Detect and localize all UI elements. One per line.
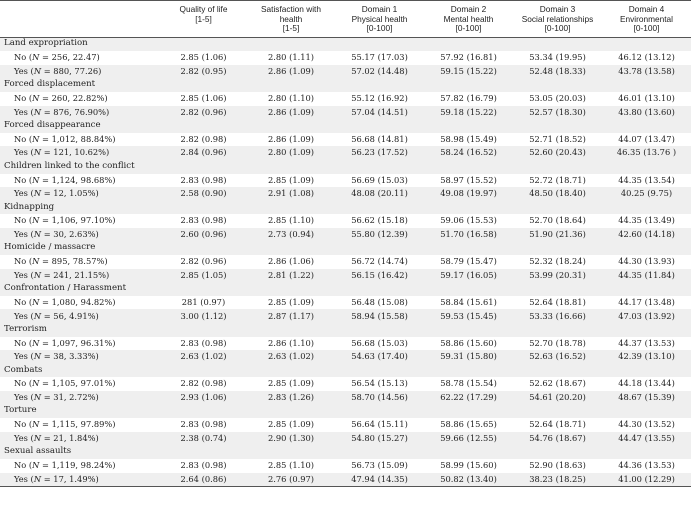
cell-value: 56.68 (15.03) — [335, 337, 424, 351]
cell-value: 2.60 (0.96) — [160, 228, 247, 242]
section-title: Land expropriation — [0, 37, 691, 51]
cell-value: 58.99 (15.60) — [424, 459, 513, 473]
table-row — [0, 459, 691, 473]
cell-value: 281 (0.97) — [160, 296, 247, 310]
cell-value: 56.72 (14.74) — [335, 255, 424, 269]
cell-value: 50.82 (13.40) — [424, 473, 513, 487]
table-row — [0, 174, 691, 188]
cell-value: 58.70 (14.56) — [335, 391, 424, 405]
cell-value: 59.06 (15.53) — [424, 214, 513, 228]
row-label: Yes (N = 17, 1.49%) — [0, 473, 160, 487]
table-row — [0, 337, 691, 351]
cell-value: 2.86 (1.09) — [247, 106, 335, 120]
table-row — [0, 92, 691, 106]
cell-value: 2.82 (0.96) — [160, 106, 247, 120]
cell-value: 2.83 (0.98) — [160, 214, 247, 228]
row-label: Yes (N = 21, 1.84%) — [0, 432, 160, 446]
cell-value: 52.70 (18.64) — [513, 214, 602, 228]
row-label: No (N = 1,124, 98.68%) — [0, 174, 160, 188]
cell-value: 62.22 (17.29) — [424, 391, 513, 405]
cell-value: 2.90 (1.30) — [247, 432, 335, 446]
cell-value: 52.63 (16.52) — [513, 350, 602, 364]
cell-value: 2.64 (0.86) — [160, 473, 247, 487]
cell-value: 49.08 (19.97) — [424, 187, 513, 201]
header-quality-of-life: Quality of life [1-5] — [160, 1, 247, 38]
cell-value: 2.86 (1.10) — [247, 337, 335, 351]
table-row — [0, 296, 691, 310]
row-label: No (N = 895, 78.57%) — [0, 255, 160, 269]
cell-value: 52.48 (18.33) — [513, 65, 602, 79]
section-row — [0, 242, 691, 256]
table-row — [0, 228, 691, 242]
row-label: Yes (N = 12, 1.05%) — [0, 187, 160, 201]
table-row — [0, 214, 691, 228]
cell-value: 2.85 (1.05) — [160, 269, 247, 283]
table-row — [0, 269, 691, 283]
cell-value: 59.66 (12.55) — [424, 432, 513, 446]
cell-value: 2.82 (0.96) — [160, 255, 247, 269]
cell-value: 2.86 (1.06) — [247, 255, 335, 269]
cell-value: 2.87 (1.17) — [247, 309, 335, 323]
cell-value: 56.23 (17.52) — [335, 146, 424, 160]
cell-value: 2.83 (0.98) — [160, 418, 247, 432]
cell-value: 58.94 (15.58) — [335, 309, 424, 323]
section-title: Combats — [0, 364, 691, 378]
cell-value: 2.83 (1.26) — [247, 391, 335, 405]
section-title: Terrorism — [0, 323, 691, 337]
section-row — [0, 282, 691, 296]
cell-value: 2.82 (0.98) — [160, 133, 247, 147]
cell-value: 46.12 (13.12) — [602, 51, 691, 65]
cell-value: 2.82 (0.98) — [160, 377, 247, 391]
cell-value: 57.82 (16.79) — [424, 92, 513, 106]
table-row — [0, 187, 691, 201]
cell-value: 52.70 (18.78) — [513, 337, 602, 351]
cell-value: 2.86 (1.09) — [247, 133, 335, 147]
cell-value: 2.85 (1.10) — [247, 214, 335, 228]
row-label: No (N = 1,097, 96.31%) — [0, 337, 160, 351]
table-row — [0, 473, 691, 487]
row-label: Yes (N = 876, 76.90%) — [0, 106, 160, 120]
cell-value: 2.80 (1.09) — [247, 146, 335, 160]
row-label: Yes (N = 38, 3.33%) — [0, 350, 160, 364]
cell-value: 54.61 (20.20) — [513, 391, 602, 405]
cell-value: 2.80 (1.11) — [247, 51, 335, 65]
cell-value: 2.58 (0.90) — [160, 187, 247, 201]
table-body — [0, 37, 691, 487]
cell-value: 51.90 (21.36) — [513, 228, 602, 242]
cell-value: 56.64 (15.11) — [335, 418, 424, 432]
row-label: No (N = 1,105, 97.01%) — [0, 377, 160, 391]
cell-value: 48.67 (15.39) — [602, 391, 691, 405]
row-label: No (N = 1,012, 88.84%) — [0, 133, 160, 147]
cell-value: 57.04 (14.51) — [335, 106, 424, 120]
cell-value: 44.30 (13.93) — [602, 255, 691, 269]
cell-value: 52.57 (18.30) — [513, 106, 602, 120]
cell-value: 2.85 (1.10) — [247, 459, 335, 473]
header-blank — [0, 1, 160, 38]
cell-value: 52.64 (18.71) — [513, 418, 602, 432]
cell-value: 56.73 (15.09) — [335, 459, 424, 473]
table-row — [0, 133, 691, 147]
section-row — [0, 445, 691, 459]
section-title: Forced displacement — [0, 78, 691, 92]
table-row — [0, 418, 691, 432]
cell-value: 52.60 (20.43) — [513, 146, 602, 160]
cell-value: 2.91 (1.08) — [247, 187, 335, 201]
table-row — [0, 65, 691, 79]
cell-value: 58.97 (15.52) — [424, 174, 513, 188]
table-row — [0, 391, 691, 405]
cell-value: 3.00 (1.12) — [160, 309, 247, 323]
section-row — [0, 37, 691, 51]
cell-value: 44.35 (13.49) — [602, 214, 691, 228]
cell-value: 42.39 (13.10) — [602, 350, 691, 364]
section-row — [0, 405, 691, 419]
cell-value: 41.00 (12.29) — [602, 473, 691, 487]
cell-value: 2.38 (0.74) — [160, 432, 247, 446]
cell-value: 2.85 (1.09) — [247, 296, 335, 310]
cell-value: 2.85 (1.06) — [160, 51, 247, 65]
cell-value: 54.80 (15.27) — [335, 432, 424, 446]
cell-value: 59.31 (15.80) — [424, 350, 513, 364]
header-row — [0, 1, 691, 38]
section-title: Sexual assaults — [0, 445, 691, 459]
cell-value: 2.73 (0.94) — [247, 228, 335, 242]
section-row — [0, 78, 691, 92]
cell-value: 55.12 (16.92) — [335, 92, 424, 106]
section-row — [0, 119, 691, 133]
section-title: Torture — [0, 405, 691, 419]
cell-value: 56.69 (15.03) — [335, 174, 424, 188]
row-label: No (N = 1,106, 97.10%) — [0, 214, 160, 228]
cell-value: 44.35 (13.54) — [602, 174, 691, 188]
cell-value: 56.62 (15.18) — [335, 214, 424, 228]
cell-value: 2.85 (1.09) — [247, 377, 335, 391]
cell-value: 59.18 (15.22) — [424, 106, 513, 120]
row-label: Yes (N = 30, 2.63%) — [0, 228, 160, 242]
cell-value: 52.90 (18.63) — [513, 459, 602, 473]
cell-value: 51.70 (16.58) — [424, 228, 513, 242]
cell-value: 2.86 (1.09) — [247, 65, 335, 79]
cell-value: 2.83 (0.98) — [160, 337, 247, 351]
table-row — [0, 255, 691, 269]
cell-value: 58.78 (15.54) — [424, 377, 513, 391]
cell-value: 55.17 (17.03) — [335, 51, 424, 65]
cell-value: 52.32 (18.24) — [513, 255, 602, 269]
cell-value: 2.93 (1.06) — [160, 391, 247, 405]
cell-value: 43.78 (13.58) — [602, 65, 691, 79]
cell-value: 2.85 (1.09) — [247, 418, 335, 432]
cell-value: 53.05 (20.03) — [513, 92, 602, 106]
row-label: No (N = 1,115, 97.89%) — [0, 418, 160, 432]
cell-value: 58.84 (15.61) — [424, 296, 513, 310]
cell-value: 57.92 (16.81) — [424, 51, 513, 65]
table-row — [0, 309, 691, 323]
cell-value: 2.85 (1.06) — [160, 92, 247, 106]
row-label: No (N = 1,119, 98.24%) — [0, 459, 160, 473]
cell-value: 48.50 (18.40) — [513, 187, 602, 201]
cell-value: 44.30 (13.52) — [602, 418, 691, 432]
cell-value: 52.72 (18.71) — [513, 174, 602, 188]
table-row — [0, 106, 691, 120]
section-row — [0, 201, 691, 215]
cell-value: 58.79 (15.47) — [424, 255, 513, 269]
cell-value: 38.23 (18.25) — [513, 473, 602, 487]
cell-value: 2.63 (1.02) — [160, 350, 247, 364]
cell-value: 56.68 (14.81) — [335, 133, 424, 147]
cell-value: 42.60 (14.18) — [602, 228, 691, 242]
cell-value: 2.80 (1.10) — [247, 92, 335, 106]
cell-value: 52.62 (18.67) — [513, 377, 602, 391]
section-row — [0, 323, 691, 337]
cell-value: 2.82 (0.95) — [160, 65, 247, 79]
cell-value: 48.08 (20.11) — [335, 187, 424, 201]
header-domain-2: Domain 2 Mental health [0-100] — [424, 1, 513, 38]
section-title: Homicide / massacre — [0, 242, 691, 256]
row-label: Yes (N = 241, 21.15%) — [0, 269, 160, 283]
row-label: Yes (N = 121, 10.62%) — [0, 146, 160, 160]
cell-value: 2.85 (1.09) — [247, 174, 335, 188]
cell-value: 56.54 (15.13) — [335, 377, 424, 391]
cell-value: 59.53 (15.45) — [424, 309, 513, 323]
cell-value: 58.24 (16.52) — [424, 146, 513, 160]
cell-value: 53.99 (20.31) — [513, 269, 602, 283]
row-label: No (N = 1,080, 94.82%) — [0, 296, 160, 310]
cell-value: 57.02 (14.48) — [335, 65, 424, 79]
cell-value: 47.03 (13.92) — [602, 309, 691, 323]
cell-value: 40.25 (9.75) — [602, 187, 691, 201]
row-label: No (N = 260, 22.82%) — [0, 92, 160, 106]
header-domain-1: Domain 1 Physical health [0-100] — [335, 1, 424, 38]
cell-value: 59.17 (16.05) — [424, 269, 513, 283]
section-title: Kidnapping — [0, 201, 691, 215]
cell-value: 44.47 (13.55) — [602, 432, 691, 446]
table-row — [0, 377, 691, 391]
table-row — [0, 350, 691, 364]
row-label: Yes (N = 31, 2.72%) — [0, 391, 160, 405]
cell-value: 2.83 (0.98) — [160, 459, 247, 473]
cell-value: 58.86 (15.60) — [424, 337, 513, 351]
header-satisfaction-health: Satisfaction with health [1-5] — [247, 1, 335, 38]
cell-value: 46.01 (13.10) — [602, 92, 691, 106]
cell-value: 59.15 (15.22) — [424, 65, 513, 79]
table-row — [0, 432, 691, 446]
cell-value: 2.63 (1.02) — [247, 350, 335, 364]
cell-value: 2.81 (1.22) — [247, 269, 335, 283]
table-row — [0, 51, 691, 65]
section-title: Children linked to the conflict — [0, 160, 691, 174]
cell-value: 44.18 (13.44) — [602, 377, 691, 391]
cell-value: 53.34 (19.95) — [513, 51, 602, 65]
cell-value: 54.63 (17.40) — [335, 350, 424, 364]
cell-value: 46.35 (13.76 ) — [602, 146, 691, 160]
cell-value: 44.36 (13.53) — [602, 459, 691, 473]
section-row — [0, 364, 691, 378]
cell-value: 56.48 (15.08) — [335, 296, 424, 310]
cell-value: 2.83 (0.98) — [160, 174, 247, 188]
header-domain-4: Domain 4 Environmental [0-100] — [602, 1, 691, 38]
cell-value: 44.07 (13.47) — [602, 133, 691, 147]
cell-value: 52.64 (18.81) — [513, 296, 602, 310]
cell-value: 54.76 (18.67) — [513, 432, 602, 446]
cell-value: 2.76 (0.97) — [247, 473, 335, 487]
header-domain-3: Domain 3 Social relationships [0-100] — [513, 1, 602, 38]
section-row — [0, 160, 691, 174]
cell-value: 58.86 (15.65) — [424, 418, 513, 432]
cell-value: 43.80 (13.60) — [602, 106, 691, 120]
cell-value: 52.71 (18.52) — [513, 133, 602, 147]
table-row — [0, 146, 691, 160]
row-label: Yes (N = 880, 77.26) — [0, 65, 160, 79]
cell-value: 44.37 (13.53) — [602, 337, 691, 351]
section-title: Forced disappearance — [0, 119, 691, 133]
cell-value: 47.94 (14.35) — [335, 473, 424, 487]
cell-value: 55.80 (12.39) — [335, 228, 424, 242]
section-title: Confrontation / Harassment — [0, 282, 691, 296]
cell-value: 44.35 (11.84) — [602, 269, 691, 283]
row-label: Yes (N = 56, 4.91%) — [0, 309, 160, 323]
cell-value: 58.98 (15.49) — [424, 133, 513, 147]
cell-value: 2.84 (0.96) — [160, 146, 247, 160]
cell-value: 44.17 (13.48) — [602, 296, 691, 310]
cell-value: 53.33 (16.66) — [513, 309, 602, 323]
row-label: No (N = 256, 22.47) — [0, 51, 160, 65]
cell-value: 56.15 (16.42) — [335, 269, 424, 283]
